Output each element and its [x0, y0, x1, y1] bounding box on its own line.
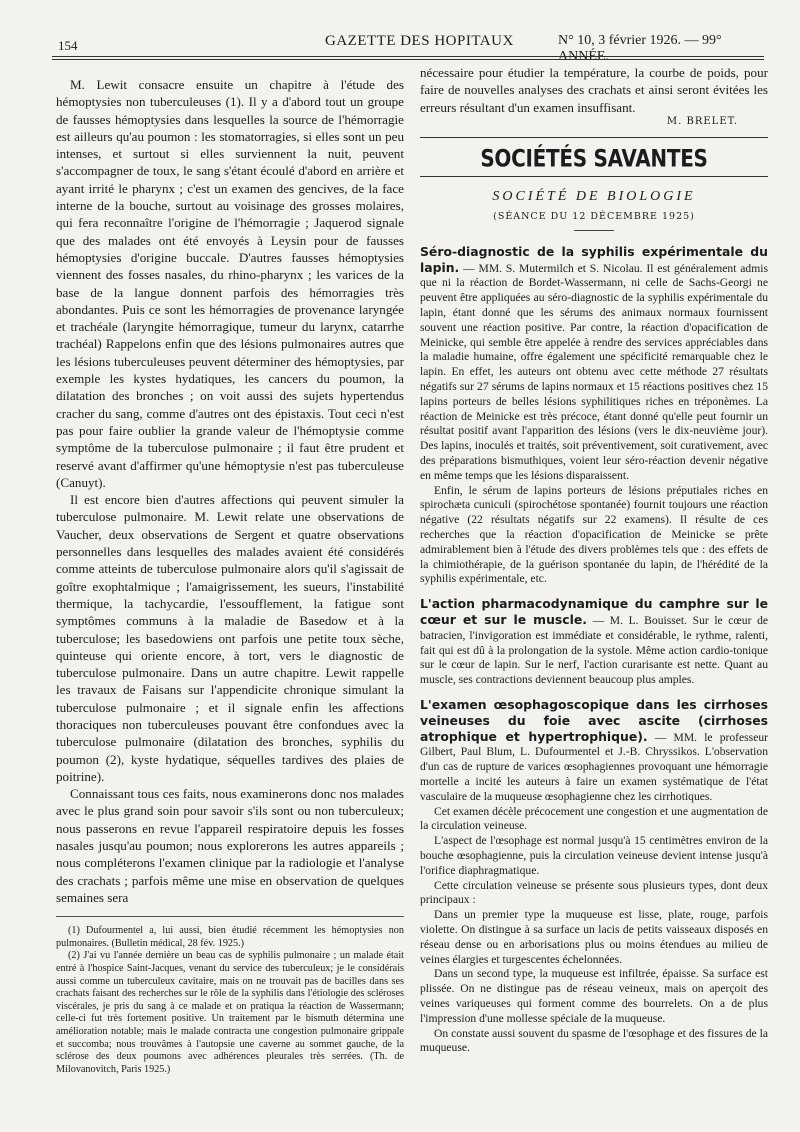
header-rule-thin — [52, 59, 764, 60]
author-signature: M. BRELET. — [666, 115, 738, 127]
society-title: SOCIÉTÉ DE BIOLOGIE — [492, 188, 696, 204]
article-title: L'examen œsophagoscopique dans les cirrhoses veineuses du foie avec ascite (cirrhoses atrophique et hypertrophique). — [420, 697, 768, 744]
article-text: On constate aussi souvent du spasme de l'œsophage et des fissures de la muqueuse. — [420, 1026, 768, 1055]
paragraph: Connaissant tous ces faits, nous examinerons donc nos malades avec le plus grand soin pour savoir s'ils sont ou non tuberculeux; nous passerons en revue l'appareil respiratoire depuis les fosses nasales jusqu'au poumon; nous explorerons les autres appareils ; nous compléterons l'examen clinique par la radiologie et l'analyse des crachats ; parfois même une mise en observation de quelques semaines sera — [56, 786, 404, 905]
footnotes — [56, 916, 404, 1076]
article-text: Cet examen décèle précocement une congestion et une augmentation de la circulation veineuse. — [420, 804, 768, 833]
continuation-paragraph: nécessaire pour étudier la température, la courbe de poids, pour faire de nouvelles analyses des crachats et ainsi seront évitées les erreurs résultant d'un examen insuffisant. — [420, 65, 768, 115]
header-rule — [52, 56, 764, 57]
article-text: Dans un second type, la muqueuse est infiltrée, épaisse. Sa surface est plissée. On ne distingue pas de réseau veineux, mais on aperçoit des veines variqueuses qui forment comme des bourrelets. On a de plus l'impression d'une mollesse spéciale de la muqueuse. — [420, 967, 768, 1025]
article-camphre — [420, 597, 768, 688]
article-title: L'action pharmacodynamique du camphre sur le cœur et sur le muscle. — [420, 596, 768, 628]
footnote: (1) Dufourmentel a, lui aussi, bien étudié récemment les hémoptysies non pulmonaires. (Bulletin médical, 28 fév. 1925.) — [56, 925, 404, 949]
article-authors: — M. L. Bouisset. — [592, 614, 688, 628]
article-text: Cette circulation veineuse se présente sous plusieurs types, dont deux principaux : — [420, 878, 768, 907]
article-title: Séro-diagnostic de la syphilis expérimentale du lapin. — [420, 243, 768, 275]
section-rule — [420, 137, 768, 138]
page-number: 154 — [58, 38, 78, 53]
right-column — [420, 64, 768, 1066]
section-title: SOCIÉTÉS SAVANTES — [480, 143, 708, 173]
footnote: (2) J'ai vu l'année dernière un beau cas de syphilis pulmonaire ; un malade était entré à l'hospice Saint-Jacques, venant du service des tuberculeux; je le considérais aussi comme un tuberculeux cavitaire, mais on ne trouvait pas de bacilles dans ses crachats faisant des recherches sur le rôle de la syphilis dans l'étiologie des scléroses viscérales, je pris du sang à ce malade et on pratiqua la réaction de Wassermann; celle-ci fut très fortement positive. Un traitement par le bismuth détermina une amélioration notable; mais le malade contracta une congestion pulmonaire grippale et succomba; nous trouvâmes à l'autopsie une caverne au sommet gauche, de la sclérose des deux poumons avec adhérences pleurales très serrées. (Th. de Milovanovitch, Paris 1925.) — [56, 950, 404, 1075]
left-body — [56, 76, 404, 906]
article-serodiagnostic — [420, 245, 768, 587]
paragraph: M. Lewit consacre ensuite un chapitre à l'étude des hémoptysies non tuberculeuses (1). Il y a d'abord tout un groupe de fausses hémoptysies dans lesquelles la source de l'hémorragie est ailleurs qu'au poumon : les stomatorragies, si elles sont un peu intenses, et surtout si elles surviennent la nuit, peuvent s'accompagner de toux, le sang s'étant écoulé d'abord en arrière et ayant irrité le pharynx ; c'est un examen des gencives, de la face interne de la bouche, surtout au voisinage des grosses molaires, qui fera reconnaître l'origine de l'hémorragie ; Jaquerod signale que des malades ont été envoyés à Leysin pour de fausses hémoptysies d'origine buccale. D'autres fausses hémoptysies viennent des fosses nasales, du rhino-pharynx ; les varices de la base de la langue donnent parfois des hémorragies très abondantes. Puis ce sont les hémorragies de provenance laryngée et trachéale (laryngite hémorragique, tumeur du larynx, catarrhe trachéal) Rappelons enfin que des lésions pulmonaires autres que les lésions tuberculeuses peuvent déterminer des hémoptysies, par exemple les kystes hydatiques, les cancers du poumon, la dilatation des bronches ; on voit aussi des sujets hypertendus cracher du sang, comme d'autres ont des épistaxis. Tout ceci n'est pas pour faire oublier la grande valeur de l'hémoptysie comme symptôme de la tuberculose pulmonaire ; il faut être prudent et reservé avant d'affirmer qu'une hémoptysie n'est pas tuberculeuse (Canuyt). — [56, 77, 404, 490]
paragraph: Il est encore bien d'autres affections qui peuvent simuler la tuberculose pulmonaire. M. Lewit relate une observations de Vaucher, deux observations de Sergent et quatre observations personnelles dans lesquelles des malades avaient été considérés comme atteints de tuberculose pulmonaire alors qu'il s'agissait de goître exophtalmique ; l'amaigrissement, les sueurs, l'instabilité thermique, la tachycardie, l'essoufflement, la fatigue sont symptômes communs à la maladie de Basedow et à la tuberculose; les basedowiens ont parfois une petite toux sèche, quinteuse qui oriente encore, à tort, vers le diagnostic de tuberculose pulmonaire. Dans un autre chapitre. Lewit rappelle les travaux de Faisans sur l'appendicite chronique simulant la tuberculose pulmonaire ; et il signale enfin les affections thoraciques non tuberculeuses pouvant être confondues avec la tuberculose pulmonaire (dilatation des bronches, syphilis du poumon (2), kyste hydatique, séquelles tardives des plaies de poitrine). — [56, 492, 404, 784]
article-text: Il est généralement admis que ni la réaction de Bordet-Wassermann, ni celle de Sachs-Georgi ne peuvent être appliquées au séro-diagnostic de la syphilis expérimentale du lapin, étant donné que les sérums des animaux normaux fournissent souvent une réaction positive. Par contre, la réaction d'opacification de Meinicke, qui semble être appelée à rendre des services appréciables dans la maladie humaine, offre également une spécificité remarquable chez le lapin. En effet, les auteurs ont obtenu avec cette méthode 27 résultats négatifs sur 27 sérums de lapins normaux et 15 réactions positives chez 15 lapins porteurs de belles lésions syphilitiques riches en tréponèmes. La réaction de Meinicke est très précoce, étant donné qu'elle peut fournir un résultat positif avant l'apparition des lésions (vers le dix-neuvième jour). Des lapins, inoculés et traités, soit préventivement, soit curativement, avec des préparations bismuthiques, voient leur séro-réaction devenir négative en même temps que les lésions disparaissent. — [420, 261, 768, 482]
article-text: L'observation d'un cas de rupture de varices œsophagiennes provoquant une hémorragie mortelle a incité les auteurs à faire un examen systématique de l'état vasculaire de la muqueuse œsophagienne chez les cirrhotiques. — [420, 745, 768, 803]
seance-date: (SÉANCE DU 12 DÉCEMBRE 1925) — [493, 210, 695, 222]
article-text: Dans un premier type la muqueuse est lisse, plate, rouge, parfois violette. On distingue à sa surface un lacis de petits vaisseaux disposés en réseau dense ou en arborisations plus ou moins étendues au milieu de veines élargies et turgescentes échelonnées. — [420, 908, 768, 966]
short-divider — [574, 230, 614, 231]
article-authors: — MM. le professeur Gilbert, Paul Blum, L. Dufourmentel et J.-B. Chryssikos. — [420, 730, 768, 759]
section-rule-bottom — [420, 176, 768, 177]
left-column — [56, 76, 404, 1076]
article-oesophagoscopique — [420, 698, 768, 1056]
article-text: Sur le cœur de batracien, l'invigoration est immédiate et considérable, le rythme, ralenti, fait qui est dû à la prolongation de la systole. Même action cardio-tonique sur le cœur de lapin. Sur le nerf, l'action curarisante est nette. Quant au muscle, ses contractions deviennent beaucoup plus amples. — [420, 614, 769, 687]
page-header — [50, 28, 768, 64]
article-text: L'aspect de l'œsophage est normal jusqu'à 15 centimètres environ de la bouche œsophagienne, puis la circulation veineuse devient intense jusqu'à l'orifice diaphragmatique. — [420, 834, 768, 877]
journal-title: GAZETTE DES HOPITAUX — [325, 33, 514, 49]
article-authors: — MM. S. Mutermilch et S. Nicolau. — [463, 261, 643, 275]
issue-info: N° 10, 3 février 1926. — 99° ANNÉE. — [558, 33, 722, 64]
article-text: Enfin, le sérum de lapins porteurs de lésions préputiales riches en spirochæta cuniculi (spirochétose spontanée) fournit toujours une réaction négative (22 résultats négatifs sur 22 examens). Il résulte de ces recherches que la réaction d'opacification de Meinicke se prête admirablement bien à l'étude des divers problèmes tels que : des effets de la chimiothérapie, de la guérison spontanée du lapin, de l'hérédité de la syphilis expérimentale, etc. — [420, 483, 768, 586]
